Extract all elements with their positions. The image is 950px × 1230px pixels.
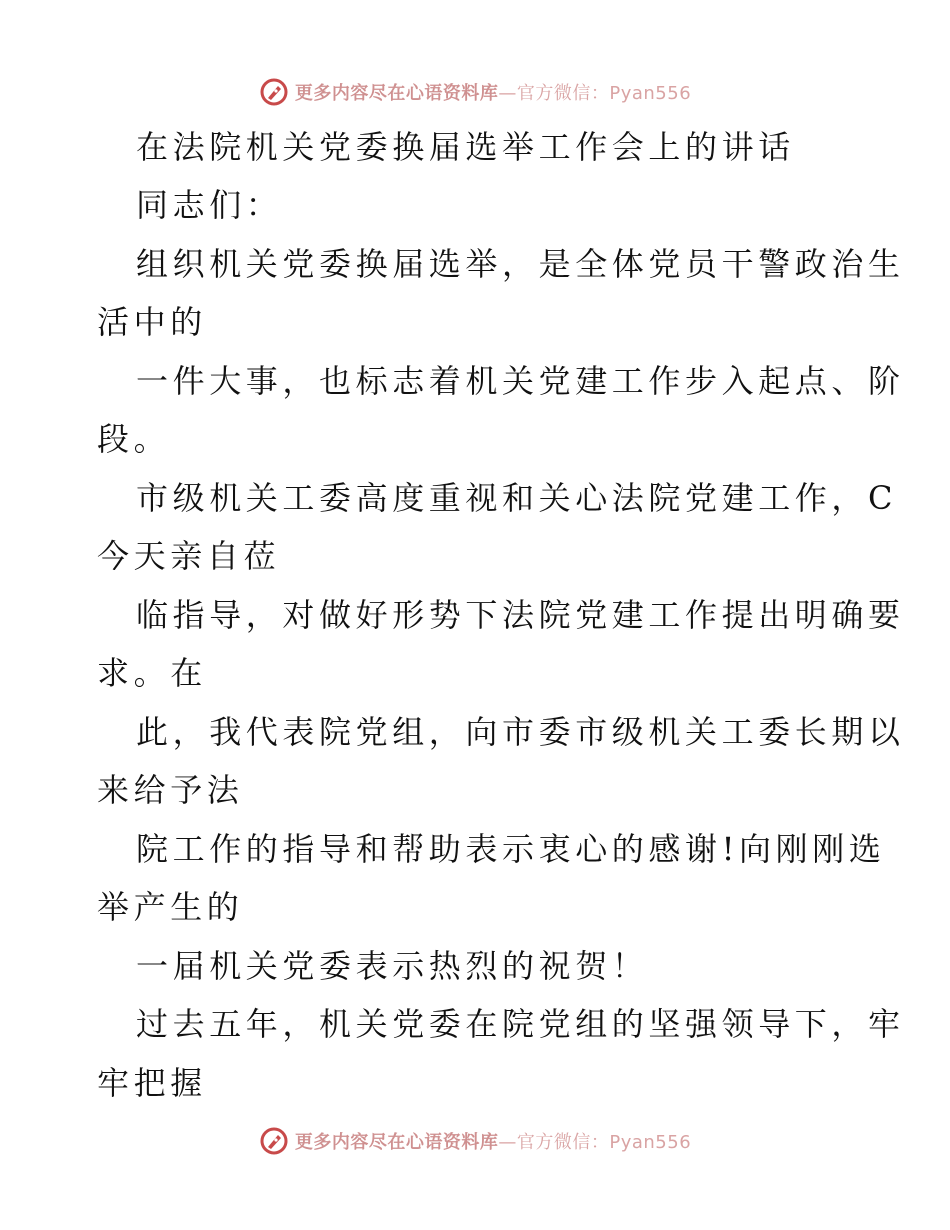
salutation: 同志们： [136, 186, 283, 224]
paragraph-line: 段。 [97, 420, 171, 458]
watermark-dash: — [498, 1132, 517, 1153]
paragraph-line: 一届机关党委表示热烈的祝贺！ [136, 947, 649, 985]
paragraph-line: 活中的 [97, 303, 207, 341]
paragraph-line: 求。在 [97, 654, 207, 692]
document-title: 在法院机关党委换届选举工作会上的讲话 [136, 128, 795, 166]
watermark-contact: 官方微信：Pyan556 [516, 83, 692, 104]
paragraph-line: 组织机关党委换届选举，是全体党员干警政治生 [136, 245, 905, 283]
paragraph-line: 过去五年，机关党委在院党组的坚强领导下，牢 [136, 1005, 905, 1043]
watermark-contact: 官方微信：Pyan556 [516, 1132, 692, 1153]
paragraph-line: 市级机关工委高度重视和关心法院党建工作，C [136, 479, 898, 517]
paragraph-line: 今天亲自莅 [97, 537, 281, 575]
watermark-text [295, 1128, 691, 1154]
watermark-dash: — [498, 83, 517, 104]
paragraph-line: 此，我代表院党组，向市委市级机关工委长期以 [136, 713, 905, 751]
paragraph-line: 一件大事，也标志着机关党建工作步入起点、阶 [136, 362, 905, 400]
watermark-brand: 更多内容尽在心语资料库 [294, 1132, 499, 1153]
paragraph-line: 来给予法 [97, 771, 244, 809]
pen-nib-logo-icon [259, 1126, 289, 1156]
paragraph-line: 举产生的 [97, 888, 244, 926]
watermark-brand: 更多内容尽在心语资料库 [294, 83, 499, 104]
footer-watermark [0, 1121, 950, 1161]
paragraph-line: 牢把握 [97, 1064, 207, 1102]
paragraph-line: 院工作的指导和帮助表示衷心的感谢!向刚刚选 [136, 830, 886, 868]
paragraph-line: 临指导，对做好形势下法院党建工作提出明确要 [136, 596, 905, 634]
